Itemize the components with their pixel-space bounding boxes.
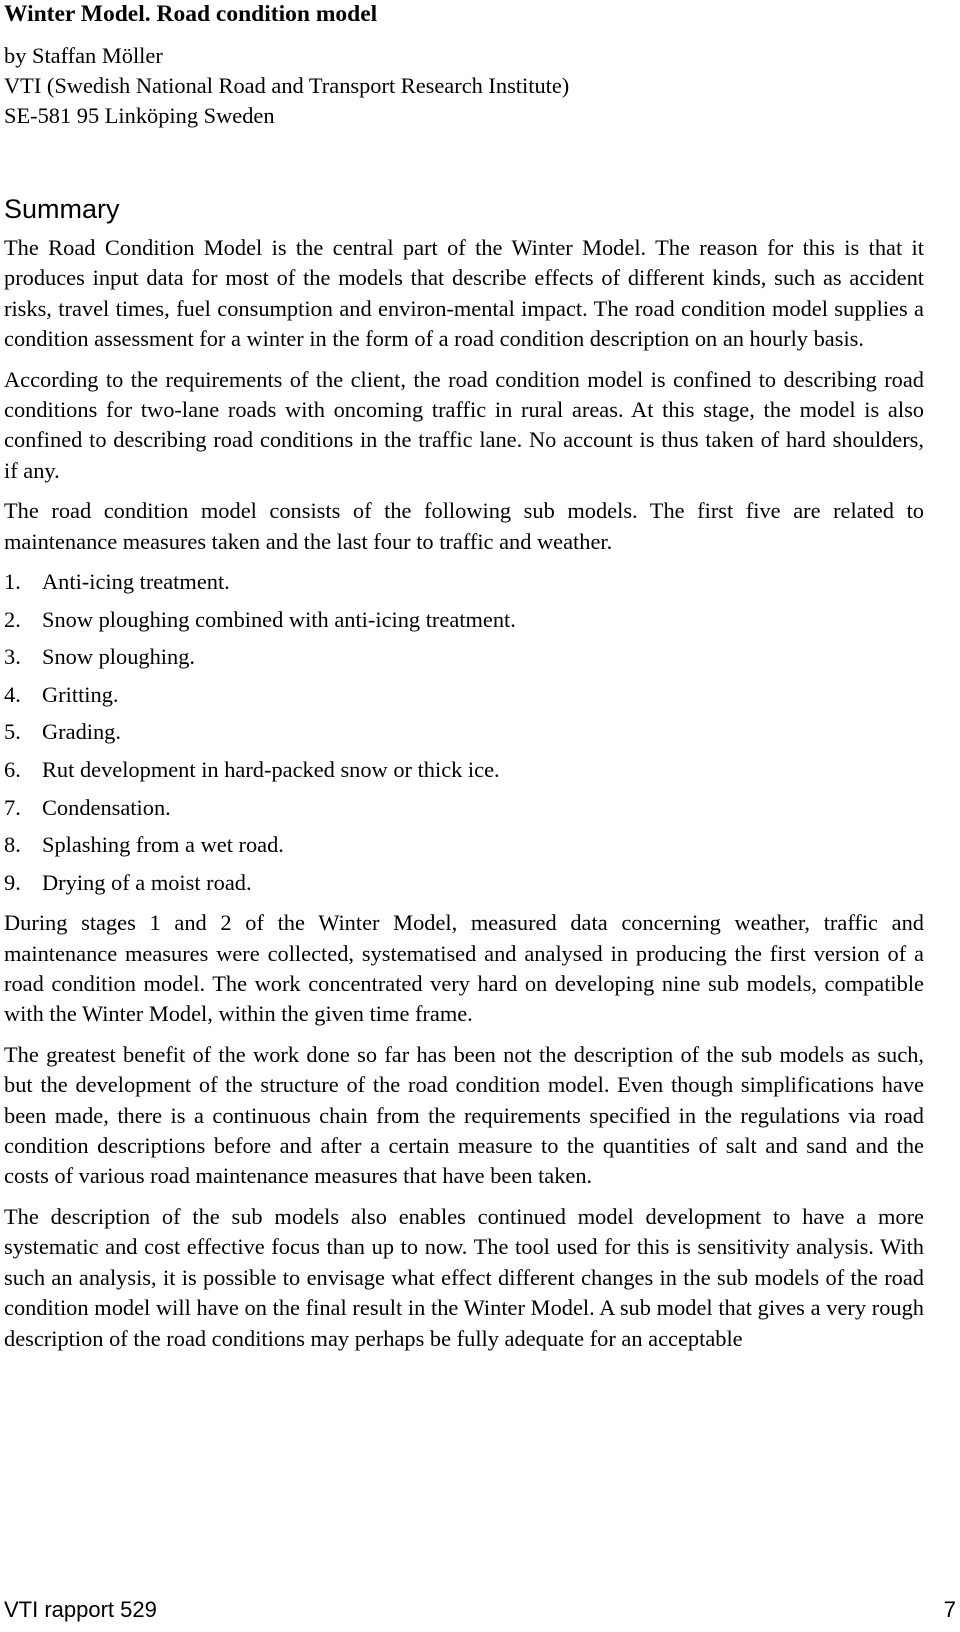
list-item-text: Snow ploughing combined with anti-icing treatment. xyxy=(42,606,516,632)
list-item xyxy=(4,605,924,635)
document-title: Winter Model. Road condition model xyxy=(4,1,378,27)
author-block xyxy=(4,41,569,131)
list-item xyxy=(4,567,924,597)
list-item xyxy=(4,717,924,747)
list-item xyxy=(4,642,924,672)
paragraph: According to the requirements of the client, the road condition model is confined to describing road conditions for two-lane roads with oncoming traffic in rural areas. At this stage, the model is also confined to describing road conditions in the traffic lane. No account is thus taken of hard shoulders, if any. xyxy=(4,366,924,483)
author-address: SE-581 95 Linköping Sweden xyxy=(4,103,275,128)
list-item-text: Drying of a moist road. xyxy=(42,869,252,895)
summary-body xyxy=(4,233,924,1364)
list-item-number: 5. xyxy=(4,719,21,745)
report-name: VTI rapport 529 xyxy=(4,1597,157,1622)
paragraph: The Road Condition Model is the central part of the Winter Model. The reason for this is that it produces input data for most of the models that describe effects of different kinds, such as accident risks, travel times, fuel consumption and environ-mental impact. The road condition model supplies a condition assessment for a winter in the form of a road condition description on an hourly basis. xyxy=(4,235,924,352)
list-item-number: 9. xyxy=(4,869,21,895)
page-number: 7 xyxy=(943,1597,956,1622)
author-name: by Staffan Möller xyxy=(4,43,163,68)
list-item xyxy=(4,793,924,823)
list-item xyxy=(4,755,924,785)
paragraph: The road condition model consists of the following sub models. The first five are related to maintenance measures taken and the last four to traffic and weather. xyxy=(4,498,924,554)
list-item-number: 8. xyxy=(4,832,21,858)
list-item-text: Anti-icing treatment. xyxy=(42,569,230,595)
list-item-text: Splashing from a wet road. xyxy=(42,832,284,858)
list-item-number: 1. xyxy=(4,569,21,595)
list-item xyxy=(4,868,924,898)
list-item xyxy=(4,680,924,710)
list-item-number: 6. xyxy=(4,757,21,783)
list-item-number: 7. xyxy=(4,794,21,820)
paragraph: The greatest benefit of the work done so far has been not the description of the sub models as such, but the development of the structure of the road condition model. Even though simplifications have been made, there is a continuous chain from the requirements specified in the regulations via road condition descriptions before and after a certain measure to the quantities of salt and sand and the costs of various road maintenance measures that have been taken. xyxy=(4,1041,924,1189)
list-item-text: Rut development in hard-packed snow or thick ice. xyxy=(42,757,500,783)
summary-heading: Summary xyxy=(4,194,120,224)
list-item xyxy=(4,830,924,860)
list-item-number: 2. xyxy=(4,606,21,632)
paragraph: The description of the sub models also enables continued model development to have a more systematic and cost effective focus than up to now. The tool used for this is sensitivity analysis. With such an analysis, it is possible to envisage what effect different changes in the sub models of the road condition model will have on the final result in the Winter Model. A sub model that gives a very rough description of the road conditions may perhaps be fully adequate for an acceptable xyxy=(4,1203,924,1351)
list-item-text: Snow ploughing. xyxy=(42,644,196,670)
author-institute: VTI (Swedish National Road and Transport Research Institute) xyxy=(4,73,570,98)
list-item-text: Gritting. xyxy=(42,681,119,707)
list-item-number: 4. xyxy=(4,681,21,707)
list-item-text: Grading. xyxy=(42,719,121,745)
list-item-text: Condensation. xyxy=(42,794,171,820)
list-item-number: 3. xyxy=(4,644,21,670)
sub-model-list xyxy=(4,567,924,898)
paragraph: During stages 1 and 2 of the Winter Model, measured data concerning weather, traffic and maintenance measures were collected, systematised and analysed in producing the first version of a road condition model. The work concentrated very hard on developing nine sub models, compatible with the Winter Model, within the given time frame. xyxy=(4,910,924,1027)
